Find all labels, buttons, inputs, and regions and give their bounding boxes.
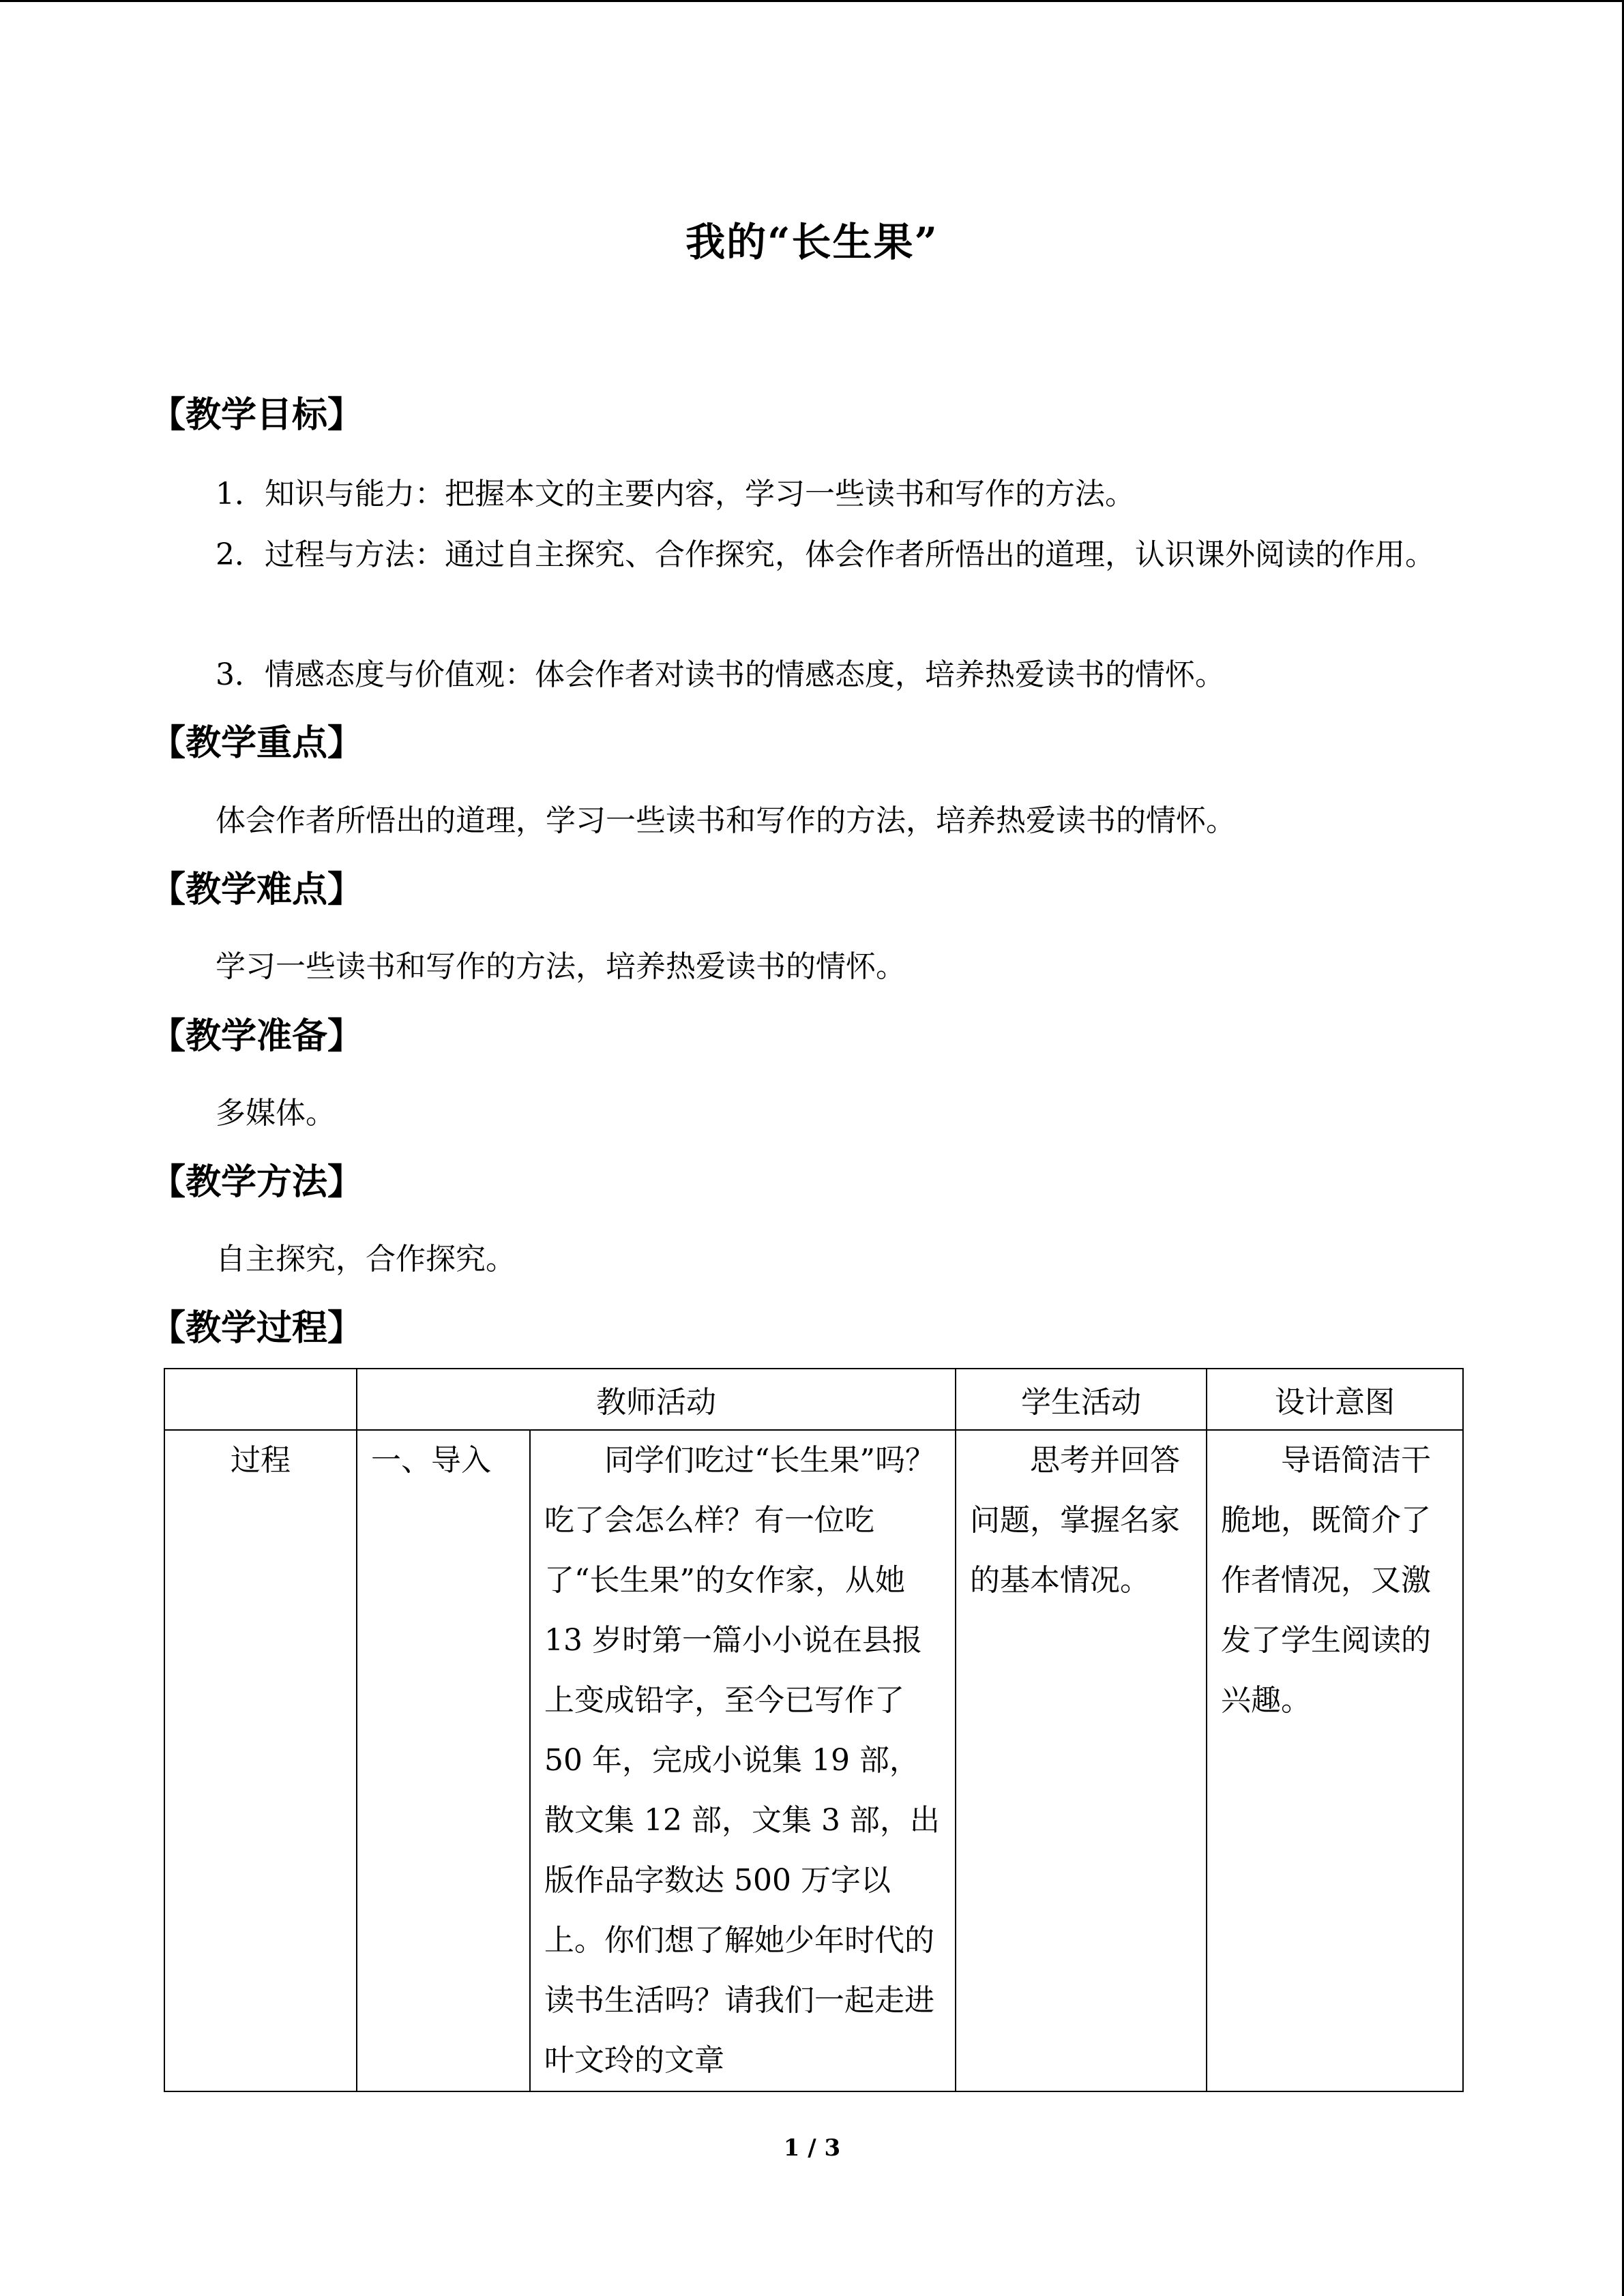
heading-difficulties: 【教学难点】 xyxy=(150,869,364,910)
table-row xyxy=(164,1430,1463,2091)
goal-item-2: 2．过程与方法：通过自主探究、合作探究，体会作者所悟出的道理，认识课外阅读的作用。 xyxy=(216,537,1435,572)
step-cell: 一、导入 xyxy=(357,1430,530,2091)
design-intent-cell: 导语简洁干脆地，既简介了作者情况，又激发了学生阅读的兴趣。 xyxy=(1207,1430,1463,2091)
header-student-activity: 学生活动 xyxy=(956,1369,1207,1430)
header-design-intent: 设计意图 xyxy=(1207,1369,1463,1430)
goal-item-1: 1．知识与能力：把握本文的主要内容，学习一些读书和写作的方法。 xyxy=(216,477,1135,511)
heading-process: 【教学过程】 xyxy=(150,1307,364,1349)
heading-preparation: 【教学准备】 xyxy=(150,1015,364,1057)
teacher-activity-cell: 同学们吃过“长生果”吗？吃了会怎么样？有一位吃了“长生果”的女作家，从她 13 岁时第一篇小小说在县报上变成铅字，至今已写作了 50 年，完成小说集 19 部，散文集 12 部，文集 3 部，出版作品字数达 500 万字以上。你们想了解她少年时代的读书生活吗？请我们一起走进叶文玲的文章 xyxy=(530,1430,956,2091)
document-title: 我的“长生果” xyxy=(685,219,939,265)
stage-cell: 过程 xyxy=(164,1430,357,2091)
process-table xyxy=(164,1368,1464,2092)
page-number: 1 / 3 xyxy=(783,2134,841,2162)
table-header-row xyxy=(164,1369,1463,1430)
key-points-text: 体会作者所悟出的道理，学习一些读书和写作的方法，培养热爱读书的情怀。 xyxy=(216,803,1236,838)
student-activity-cell: 思考并回答问题，掌握名家的基本情况。 xyxy=(956,1430,1207,2091)
heading-key-points: 【教学重点】 xyxy=(150,722,364,764)
difficulties-text: 学习一些读书和写作的方法，培养热爱读书的情怀。 xyxy=(216,949,906,984)
preparation-text: 多媒体。 xyxy=(216,1096,336,1131)
methods-text: 自主探究，合作探究。 xyxy=(216,1242,516,1277)
heading-methods: 【教学方法】 xyxy=(150,1161,364,1203)
goal-item-3: 3．情感态度与价值观：体会作者对读书的情感态度，培养热爱读书的情怀。 xyxy=(216,657,1225,692)
header-blank xyxy=(164,1369,357,1430)
header-teacher-activity: 教师活动 xyxy=(357,1369,956,1430)
heading-teaching-goals: 【教学目标】 xyxy=(150,394,364,436)
